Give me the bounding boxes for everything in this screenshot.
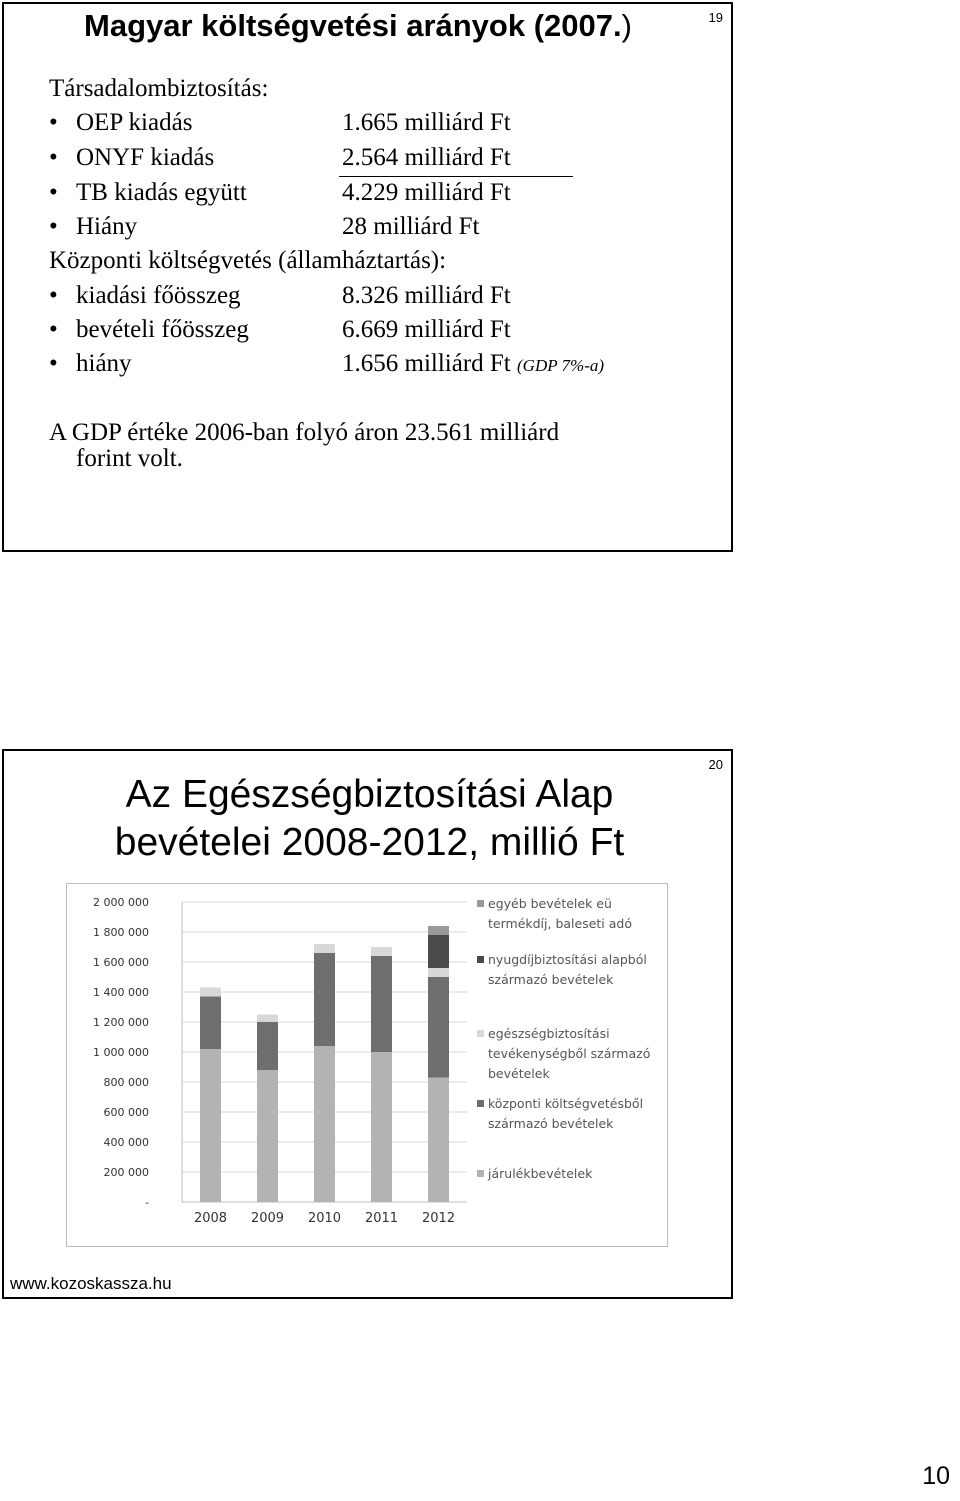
section-heading-budget: Központi költségvetés (államháztartás): — [49, 247, 447, 274]
item-value: 6.669 milliárd Ft — [342, 316, 511, 343]
slide-number: 19 — [708, 10, 723, 25]
title-line-2: bevételei 2008-2012, millió Ft — [114, 821, 625, 864]
bar-segment — [257, 1022, 278, 1070]
chart-svg — [67, 884, 667, 1246]
legend-label: járulékbevételek — [488, 1166, 593, 1181]
legend-swatch — [477, 1170, 484, 1177]
item-label: OEP kiadás — [76, 109, 193, 136]
x-category-label: 2012 — [421, 1211, 456, 1226]
bar-segment — [314, 953, 335, 1046]
item-label: ONYF kiadás — [76, 144, 215, 171]
y-tick-label: 1 600 000 — [93, 956, 149, 969]
bar-segment — [428, 968, 449, 977]
item-label: TB kiadás együtt — [76, 179, 247, 206]
item-value: 4.229 milliárd Ft — [342, 179, 511, 206]
legend-swatch — [477, 1030, 484, 1037]
bar-segment — [371, 956, 392, 1052]
bar-segment — [428, 1078, 449, 1203]
item-value: 28 milliárd Ft — [342, 213, 480, 240]
legend-label: származó bevételek — [488, 1116, 614, 1131]
y-tick-label: 200 000 — [103, 1166, 149, 1179]
legend-label: bevételek — [488, 1066, 550, 1081]
legend-label: központi költségvetésből — [488, 1096, 644, 1111]
footer-url: www.kozoskassza.hu — [10, 1274, 172, 1293]
x-category-label: 2011 — [364, 1211, 399, 1226]
section-heading-tb: Társadalombiztosítás: — [49, 75, 269, 102]
slide-title: Magyar költségvetési arányok (2007.) — [84, 8, 632, 43]
bar-segment — [371, 947, 392, 956]
y-tick-label: 1 000 000 — [93, 1046, 149, 1059]
gdp-statement-cont: forint volt. — [76, 445, 183, 472]
title-line-1: Az Egészségbiztosítási Alap — [125, 773, 614, 816]
bar-segment — [428, 935, 449, 968]
bar-segment — [257, 1070, 278, 1202]
item-label: Hiány — [76, 213, 138, 240]
y-tick-label: - — [145, 1196, 149, 1209]
slide-20 — [2, 749, 733, 1299]
slide-number: 20 — [708, 757, 723, 772]
legend-label: egészségbiztosítási — [488, 1026, 610, 1041]
legend-swatch — [477, 1100, 484, 1107]
bar-segment — [314, 1046, 335, 1202]
item-value: 1.656 milliárd Ft (GDP 7%-a) — [342, 350, 605, 377]
bar-segment — [200, 1049, 221, 1202]
item-value: 1.665 milliárd Ft — [342, 109, 511, 136]
bullet-icon: • — [49, 179, 58, 206]
y-tick-label: 800 000 — [103, 1076, 149, 1089]
y-tick-label: 600 000 — [103, 1106, 149, 1119]
bullet-icon: • — [49, 316, 58, 343]
slide-title — [4, 771, 735, 867]
y-tick-label: 1 800 000 — [93, 926, 149, 939]
gdp-note: (GDP 7%-a) — [517, 356, 605, 375]
page-number: 10 — [922, 1462, 950, 1490]
y-tick-label: 1 200 000 — [93, 1016, 149, 1029]
slide-19 — [2, 2, 733, 552]
y-tick-label: 1 400 000 — [93, 986, 149, 999]
legend-label: termékdíj, baleseti adó — [488, 916, 632, 931]
legend-swatch — [477, 900, 484, 907]
bar-segment — [428, 977, 449, 1078]
bullet-icon: • — [49, 109, 58, 136]
x-category-label: 2009 — [250, 1211, 285, 1226]
bar-segment — [200, 988, 221, 997]
legend-label: tevékenységből származó — [488, 1046, 651, 1061]
bullet-icon: • — [49, 350, 58, 377]
item-value: 8.326 milliárd Ft — [342, 282, 511, 309]
bar-segment — [371, 1052, 392, 1202]
bar-segment — [314, 944, 335, 953]
legend-label: származó bevételek — [488, 972, 614, 987]
bar-segment — [257, 1015, 278, 1023]
x-category-label: 2010 — [307, 1211, 342, 1226]
bullet-icon: • — [49, 144, 58, 171]
y-tick-label: 400 000 — [103, 1136, 149, 1149]
legend-label: nyugdíjbiztosítási alapból — [488, 952, 647, 967]
sum-rule — [339, 176, 573, 177]
bar-segment — [200, 997, 221, 1050]
bullet-icon: • — [49, 213, 58, 240]
y-tick-label: 2 000 000 — [93, 896, 149, 909]
x-category-label: 2008 — [193, 1211, 228, 1226]
item-value: 2.564 milliárd Ft — [342, 144, 511, 171]
item-label: kiadási főösszeg — [76, 282, 241, 309]
item-label: bevételi főösszeg — [76, 316, 249, 343]
legend-swatch — [477, 956, 484, 963]
bar-segment — [428, 926, 449, 935]
bullet-icon: • — [49, 282, 58, 309]
stacked-bar-chart — [66, 883, 668, 1247]
item-label: hiány — [76, 350, 132, 377]
legend-label: egyéb bevételek eü — [488, 896, 612, 911]
gdp-statement: A GDP értéke 2006-ban folyó áron 23.561 milliárd — [49, 419, 560, 446]
